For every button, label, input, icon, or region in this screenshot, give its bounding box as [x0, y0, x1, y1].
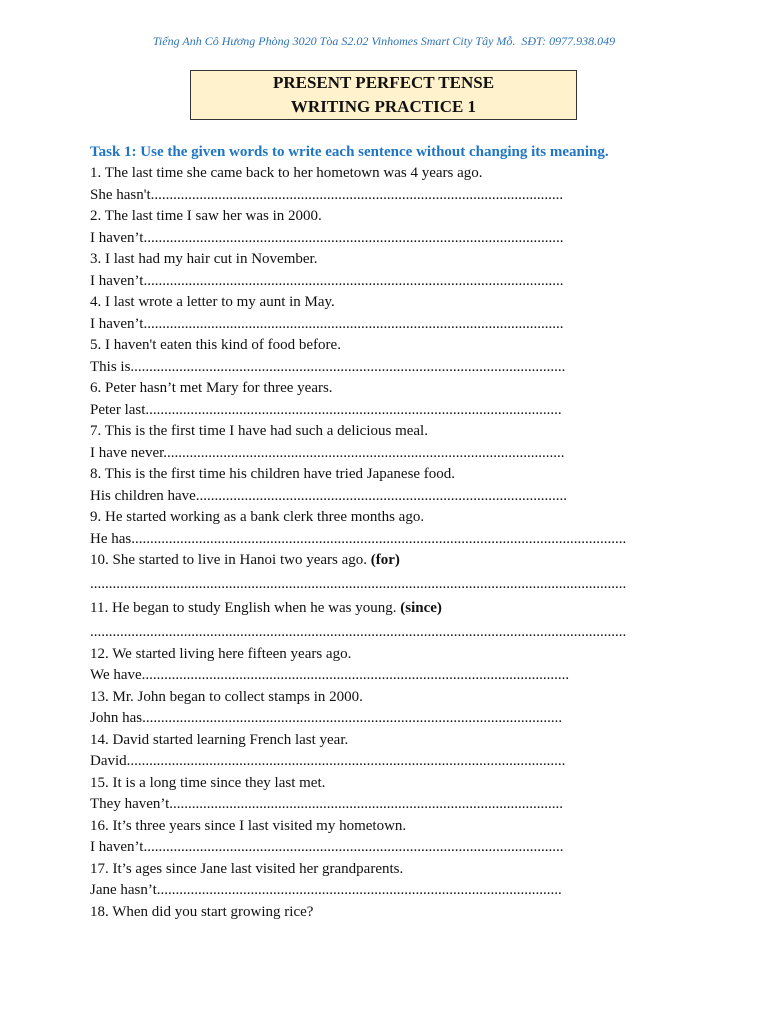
question-11 — [90, 596, 710, 620]
answer-line-6: Peter last............................................................................................................... — [90, 401, 562, 418]
question-13: 13. Mr. John began to collect stamps in 2000. — [90, 688, 363, 705]
question-11-text: 11. He began to study English when he was young. — [90, 599, 397, 616]
question-2: 2. The last time I saw her was in 2000. — [90, 208, 322, 224]
answer-line-12: We have.................................................................................................................. — [90, 667, 570, 683]
answer-line-11: ............................................................................................................................................... — [90, 623, 627, 640]
answer-line-9: He has.................................................................................................................................... — [90, 530, 627, 547]
question-14: 14. David started learning French last year. — [90, 731, 349, 748]
question-8: 8. This is the first time his children have tried Japanese food. — [90, 466, 456, 482]
answer-line-3: I haven’t................................................................................................................ — [90, 272, 564, 289]
answer-line-15: They haven’t......................................................................................................... — [90, 796, 564, 812]
title-line-1: PRESENT PERFECT TENSE — [272, 73, 495, 92]
question-9: 9. He started working as a bank clerk three months ago. — [90, 509, 425, 525]
task-1-heading: Task 1: Use the given words to write each sentence without changing its meaning. — [90, 144, 609, 160]
worksheet-content — [90, 142, 710, 923]
question-4: 4. I last wrote a letter to my aunt in May. — [90, 294, 335, 310]
question-3: 3. I last had my hair cut in November. — [90, 251, 318, 267]
question-10 — [90, 550, 710, 572]
title-line-2: WRITING PRACTICE 1 — [290, 97, 477, 116]
answer-line-5: This is.................................................................................................................... — [90, 358, 566, 375]
question-17: 17. It’s ages since Jane last visited her grandparents. — [90, 860, 404, 877]
question-10-hint: (for) — [370, 552, 400, 568]
answer-line-1: She hasn't.............................................................................................................. — [90, 186, 564, 203]
question-18: 18. When did you start growing rice? — [90, 903, 314, 920]
question-1: 1. The last time she came back to her hometown was 4 years ago. — [90, 165, 483, 181]
answer-line-16: I haven’t................................................................................................................ — [90, 839, 564, 855]
question-11-hint: (since) — [400, 599, 442, 616]
answer-line-7: I have never........................................................................................................... — [90, 444, 565, 461]
answer-line-13: John has................................................................................................................ — [90, 710, 563, 726]
question-5: 5. I haven't eaten this kind of food before. — [90, 337, 341, 353]
question-7: 7. This is the first time I have had such a delicious meal. — [90, 423, 428, 439]
question-10-text: 10. She started to live in Hanoi two years ago. — [90, 552, 368, 568]
question-16: 16. It’s three years since I last visited my hometown. — [90, 817, 407, 834]
answer-line-17: Jane hasn’t............................................................................................................ — [90, 882, 562, 898]
question-12: 12. We started living here fifteen years ago. — [90, 645, 352, 662]
answer-line-8: His children have................................................................................................... — [90, 487, 568, 504]
answer-line-14: David..................................................................................................................... — [90, 753, 566, 769]
question-6: 6. Peter hasn’t met Mary for three years. — [90, 380, 333, 396]
title-box — [190, 70, 577, 120]
answer-line-10: ............................................................................................................................................... — [90, 575, 627, 592]
question-15: 15. It is a long time since they last met. — [90, 774, 326, 791]
answer-line-4: I haven’t................................................................................................................ — [90, 315, 564, 332]
header-contact-line: Tiếng Anh Cô Hương Phòng 3020 Tòa S2.02 Vinhomes Smart City Tây Mỗ. SĐT: 0977.938.049 — [152, 34, 616, 48]
answer-line-2: I haven’t................................................................................................................ — [90, 229, 564, 246]
